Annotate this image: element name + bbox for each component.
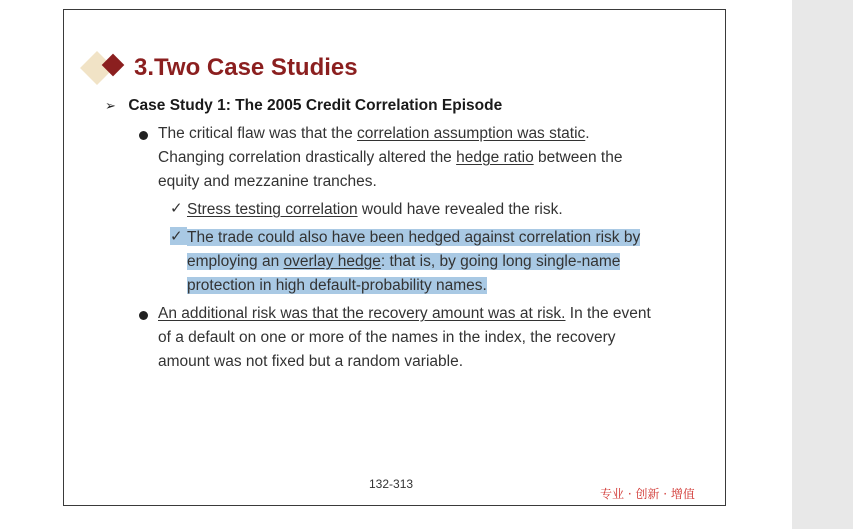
page-number: 132-313 [369, 477, 414, 491]
check-2-line-3: protection in high default-probability names. [187, 277, 487, 294]
bullet-1-line-3: equity and mezzanine tranches. [158, 173, 377, 190]
slide-page [63, 9, 726, 506]
checkmark-icon: ✓ [170, 200, 183, 217]
footer-slogan: 专业 · 创新 · 增值 [600, 487, 695, 501]
bullet-2-line-3: amount was not fixed but a random variable. [158, 353, 464, 370]
arrow-bullet-icon: ➢ [105, 98, 116, 113]
check-2-line-1: The trade could also have been hedged against correlation risk by [187, 229, 641, 246]
bullet-2-line-2: of a default on one or more of the names in the index, the recovery [158, 329, 616, 346]
check-2-text [187, 226, 717, 298]
slide-title: 3.Two Case Studies [134, 54, 358, 81]
bullet-1-line-2: Changing correlation drastically altered the hedge ratio between the [158, 149, 623, 166]
bullet-2-line-1: An additional risk was that the recovery amount was at risk. In the event [158, 305, 651, 322]
case-study-heading [105, 97, 502, 115]
bullet-1-text [158, 122, 718, 194]
bullet-dot-icon [139, 311, 148, 320]
bullet-1-line-1: The critical flaw was that the correlation assumption was static. [158, 125, 590, 142]
bullet-2-text [158, 302, 718, 374]
check-2-line-2: employing an overlay hedge: that is, by going long single-name [187, 253, 621, 270]
case-study-label: Case Study 1: The 2005 Credit Correlation Episode [128, 97, 503, 114]
slide-title-group [80, 51, 680, 91]
check-1-text: Stress testing correlation would have revealed the risk. [187, 201, 563, 218]
viewer-side-panel[interactable] [792, 0, 853, 529]
checkmark-icon: ✓ [170, 227, 187, 245]
bullet-dot-icon [139, 131, 148, 140]
